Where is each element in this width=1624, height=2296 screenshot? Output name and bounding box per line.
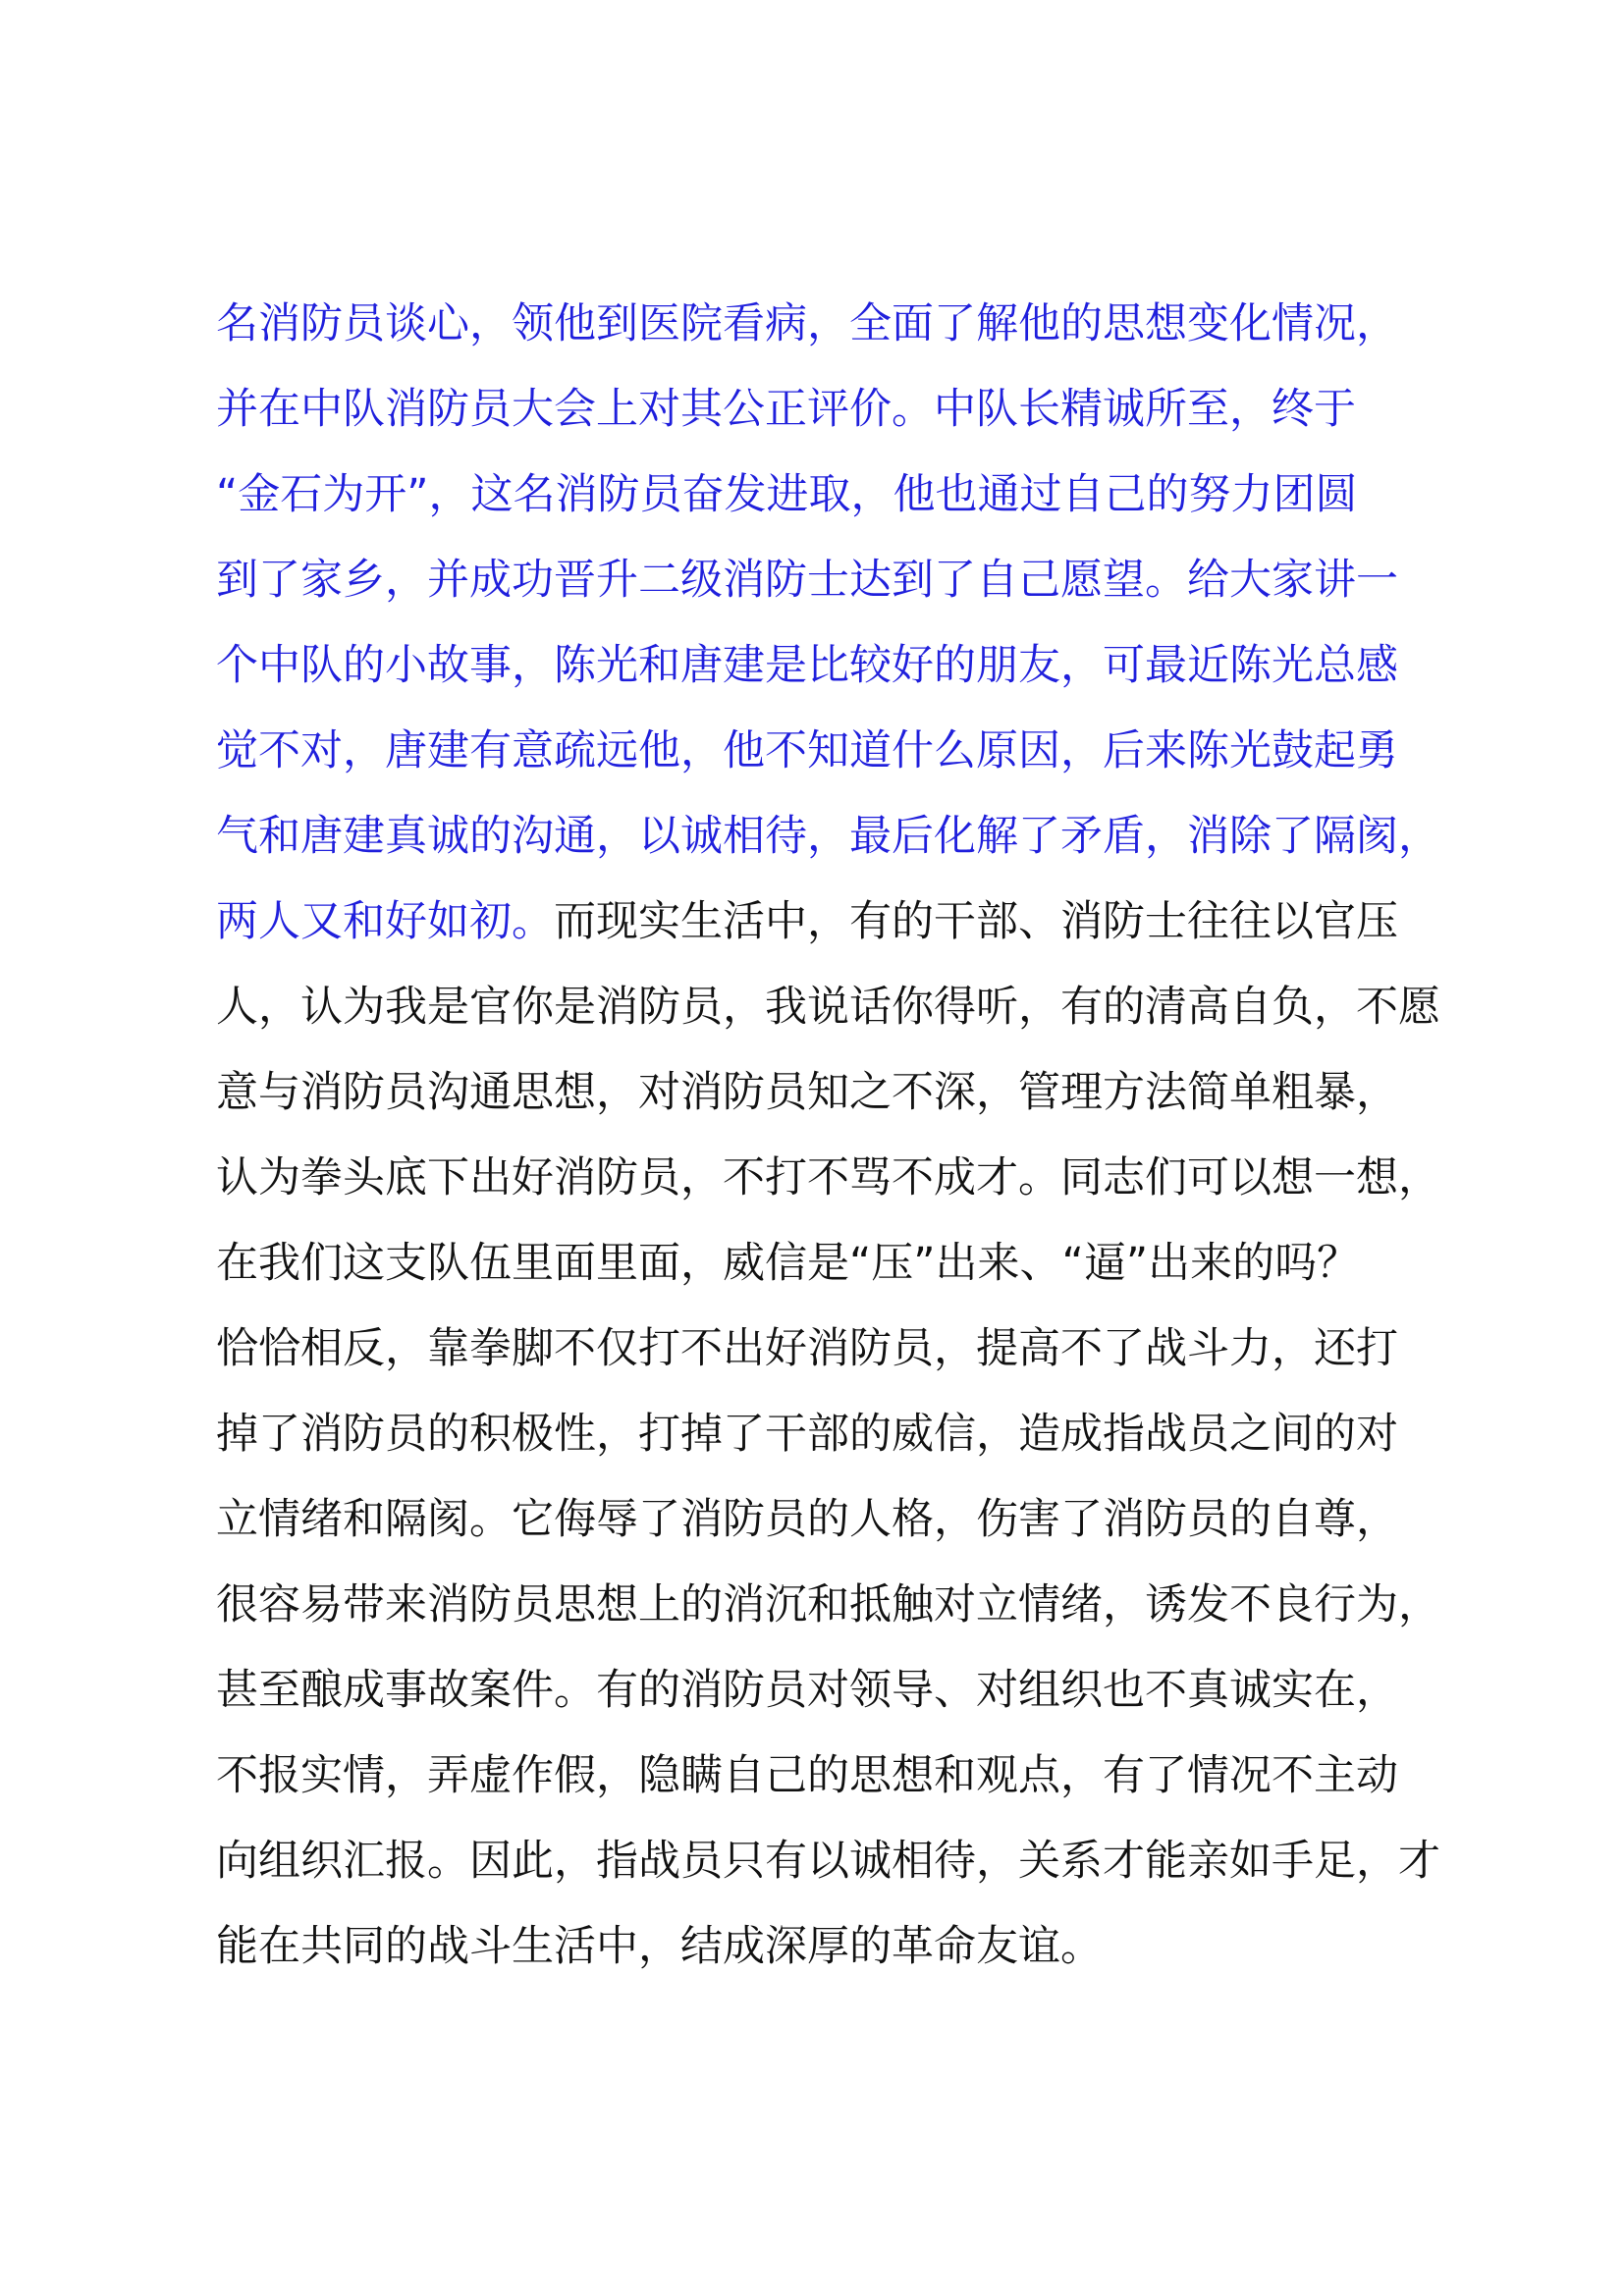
text-line bbox=[216, 1563, 1453, 1648]
body-text: 很容易带来消防员思想上的消沉和抵触对立情绪，诱发不良行为， bbox=[216, 1580, 1440, 1629]
highlighted-text: 并在中队消防员大会上对其公正评价。中队长精诚所至，终于 bbox=[216, 385, 1356, 434]
body-text: 立情绪和隔阂。它侮辱了消防员的人格，伤害了消防员的自尊， bbox=[216, 1495, 1398, 1544]
body-paragraph bbox=[216, 282, 1453, 1990]
body-text: 人，认为我是官你是消防员，我说话你得听，有的清高自负，不愿 bbox=[216, 983, 1440, 1032]
body-text: 而现实生活中，有的干部、消防士往往以官压 bbox=[554, 897, 1398, 946]
body-text: 甚至酿成事故案件。有的消防员对领导、对组织也不真诚实在， bbox=[216, 1666, 1398, 1715]
body-text: 认为拳头底下出好消防员，不打不骂不成才。同志们可以想一想， bbox=[216, 1153, 1440, 1202]
text-line bbox=[216, 453, 1453, 538]
text-line bbox=[216, 1392, 1453, 1477]
text-line bbox=[216, 1734, 1453, 1819]
text-line bbox=[216, 1477, 1453, 1563]
highlighted-text: 觉不对，唐建有意疏远他，他不知道什么原因，后来陈光鼓起勇 bbox=[216, 726, 1398, 775]
highlighted-text: 名消防员谈心，领他到医院看病，全面了解他的思想变化情况， bbox=[216, 299, 1398, 348]
text-line bbox=[216, 623, 1453, 709]
text-line bbox=[216, 538, 1453, 623]
body-text: 掉了消防员的积极性，打掉了干部的威信，造成指战员之间的对 bbox=[216, 1410, 1398, 1459]
text-line bbox=[216, 794, 1453, 880]
highlighted-text: 个中队的小故事，陈光和唐建是比较好的朋友，可最近陈光总感 bbox=[216, 641, 1398, 690]
highlighted-text: 到了家乡，并成功晋升二级消防士达到了自己愿望。给大家讲一 bbox=[216, 556, 1398, 605]
text-line bbox=[216, 880, 1453, 965]
text-line bbox=[216, 1136, 1453, 1221]
highlighted-text: 两人又和好如初。 bbox=[216, 897, 554, 946]
text-line bbox=[216, 1904, 1453, 1990]
text-line bbox=[216, 1307, 1453, 1392]
body-text: 能在共同的战斗生活中，结成深厚的革命友谊。 bbox=[216, 1922, 1103, 1971]
text-line bbox=[216, 1648, 1453, 1734]
text-line bbox=[216, 1819, 1453, 1904]
text-line bbox=[216, 1221, 1453, 1307]
body-text: 向组织汇报。因此，指战员只有以诚相待，关系才能亲如手足，才 bbox=[216, 1837, 1440, 1886]
text-line bbox=[216, 282, 1453, 367]
highlighted-text: 气和唐建真诚的沟通，以诚相待，最后化解了矛盾，消除了隔阂， bbox=[216, 812, 1440, 861]
body-text: 不报实情，弄虚作假，隐瞒自己的思想和观点，有了情况不主动 bbox=[216, 1751, 1398, 1800]
body-text: 意与消防员沟通思想，对消防员知之不深，管理方法简单粗暴， bbox=[216, 1068, 1398, 1117]
body-text: 恰恰相反，靠拳脚不仅打不出好消防员，提高不了战斗力，还打 bbox=[216, 1324, 1398, 1373]
text-line bbox=[216, 965, 1453, 1050]
body-text: 在我们这支队伍里面里面，威信是“压”出来、“逼”出来的吗？ bbox=[216, 1239, 1360, 1288]
text-line bbox=[216, 709, 1453, 794]
text-line bbox=[216, 1050, 1453, 1136]
text-line bbox=[216, 367, 1453, 453]
highlighted-text: “金石为开”，这名消防员奋发进取，他也通过自己的努力团圆 bbox=[216, 470, 1358, 519]
